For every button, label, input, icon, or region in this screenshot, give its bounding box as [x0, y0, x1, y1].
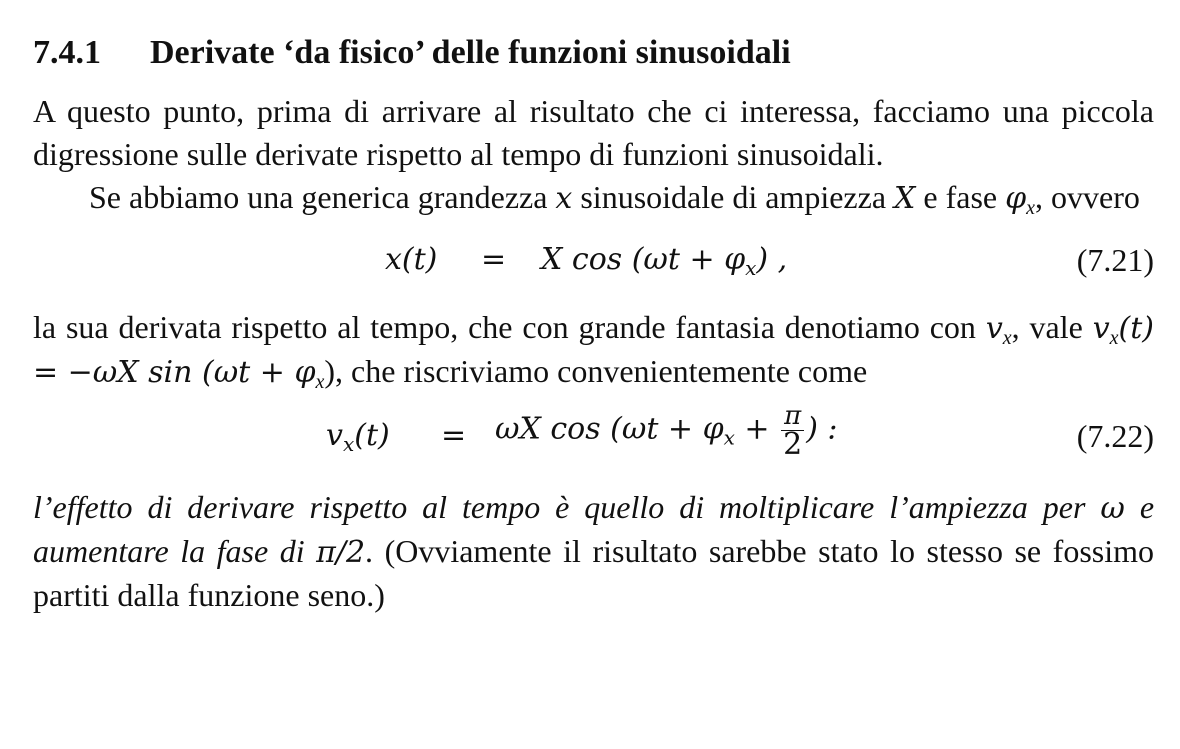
paragraph-text: , ovvero: [1035, 179, 1140, 215]
equation-rhs-text: X cos (ωt + φ: [541, 242, 746, 277]
italic-statement-cont: e aumentare la fase di: [33, 489, 1155, 569]
math-phi: φ: [1005, 181, 1027, 216]
equation-number: (7.22): [1076, 418, 1154, 454]
fraction-numerator: π: [781, 402, 804, 431]
math-v: v: [985, 311, 1003, 346]
page-content: [33, 30, 1154, 617]
paragraph-text: ), che riscriviamo convenientemente come: [324, 353, 868, 389]
paragraph-text: Se abbiamo una generica grandezza: [89, 179, 556, 215]
equation-number: (7.21): [1076, 242, 1154, 278]
equation-lhs-end: (t): [354, 418, 390, 453]
paragraph-definition: [33, 176, 1154, 220]
math-subscript: x: [342, 432, 355, 456]
section-number: 7.4.1: [33, 34, 101, 71]
paragraph-text: la sua derivata rispetto al tempo, che con grande fantasia denotiamo con: [33, 309, 986, 345]
math-subscript: x: [745, 256, 757, 280]
math-omega: ω: [1100, 491, 1125, 526]
equation-7-21: [33, 220, 1154, 306]
equation-relation: =: [481, 242, 507, 277]
math-subscript: x: [723, 425, 735, 450]
paragraph-conclusion: [33, 486, 1154, 617]
equation-rhs: [541, 242, 788, 280]
math-subscript: x: [315, 371, 325, 393]
fraction-denominator: 2: [783, 427, 803, 462]
paragraph-derivative: [33, 306, 1154, 394]
equation-rhs-plus: +: [734, 411, 780, 447]
equation-rhs: [495, 401, 838, 462]
math-subscript: x: [1026, 197, 1035, 219]
equation-lhs-v: v: [326, 418, 343, 453]
section-title: Derivate ‘da fisico’ delle funzioni sinusoidali: [150, 34, 791, 71]
equation-rhs-end: ) ,: [756, 242, 788, 277]
paragraph-text: . (Ovviamente il risultato sarebbe stato lo stesso se fossimo partiti dalla funzione seno.): [33, 533, 1155, 613]
paragraph-text: , vale: [1011, 309, 1093, 345]
fraction-pi-over-2: [781, 401, 804, 462]
math-pi-half: π/2: [316, 535, 366, 570]
inline-equation: (t) = −ωX sin (ωt + φ: [33, 311, 1155, 390]
math-subscript: x: [1002, 327, 1012, 349]
equation-rhs-text: ωX cos (ωt + φ: [495, 411, 724, 447]
math-subscript: x: [1109, 327, 1119, 349]
italic-statement: l’effetto di derivare rispetto al tempo è quello di moltiplicare l’ampiezza per: [33, 489, 1101, 525]
equation-relation: =: [441, 418, 467, 453]
paragraph-intro: A questo punto, prima di arrivare al risultato che ci interessa, facciamo una piccola digressione sulle derivate rispetto al tempo di funzioni sinusoidali.: [33, 93, 1154, 172]
math-X: X: [894, 181, 916, 216]
math-v: v: [1092, 311, 1110, 346]
equation-lhs: x(t): [385, 242, 438, 277]
paragraph-text: sinusoidale di ampiezza: [572, 179, 895, 215]
paragraph-text: e fase: [915, 179, 1006, 215]
equation-7-22: [33, 394, 1154, 486]
section-heading: [33, 30, 1154, 76]
math-x: x: [555, 181, 573, 216]
equation-lhs: [326, 418, 390, 456]
equation-rhs-end: ) :: [806, 411, 838, 447]
